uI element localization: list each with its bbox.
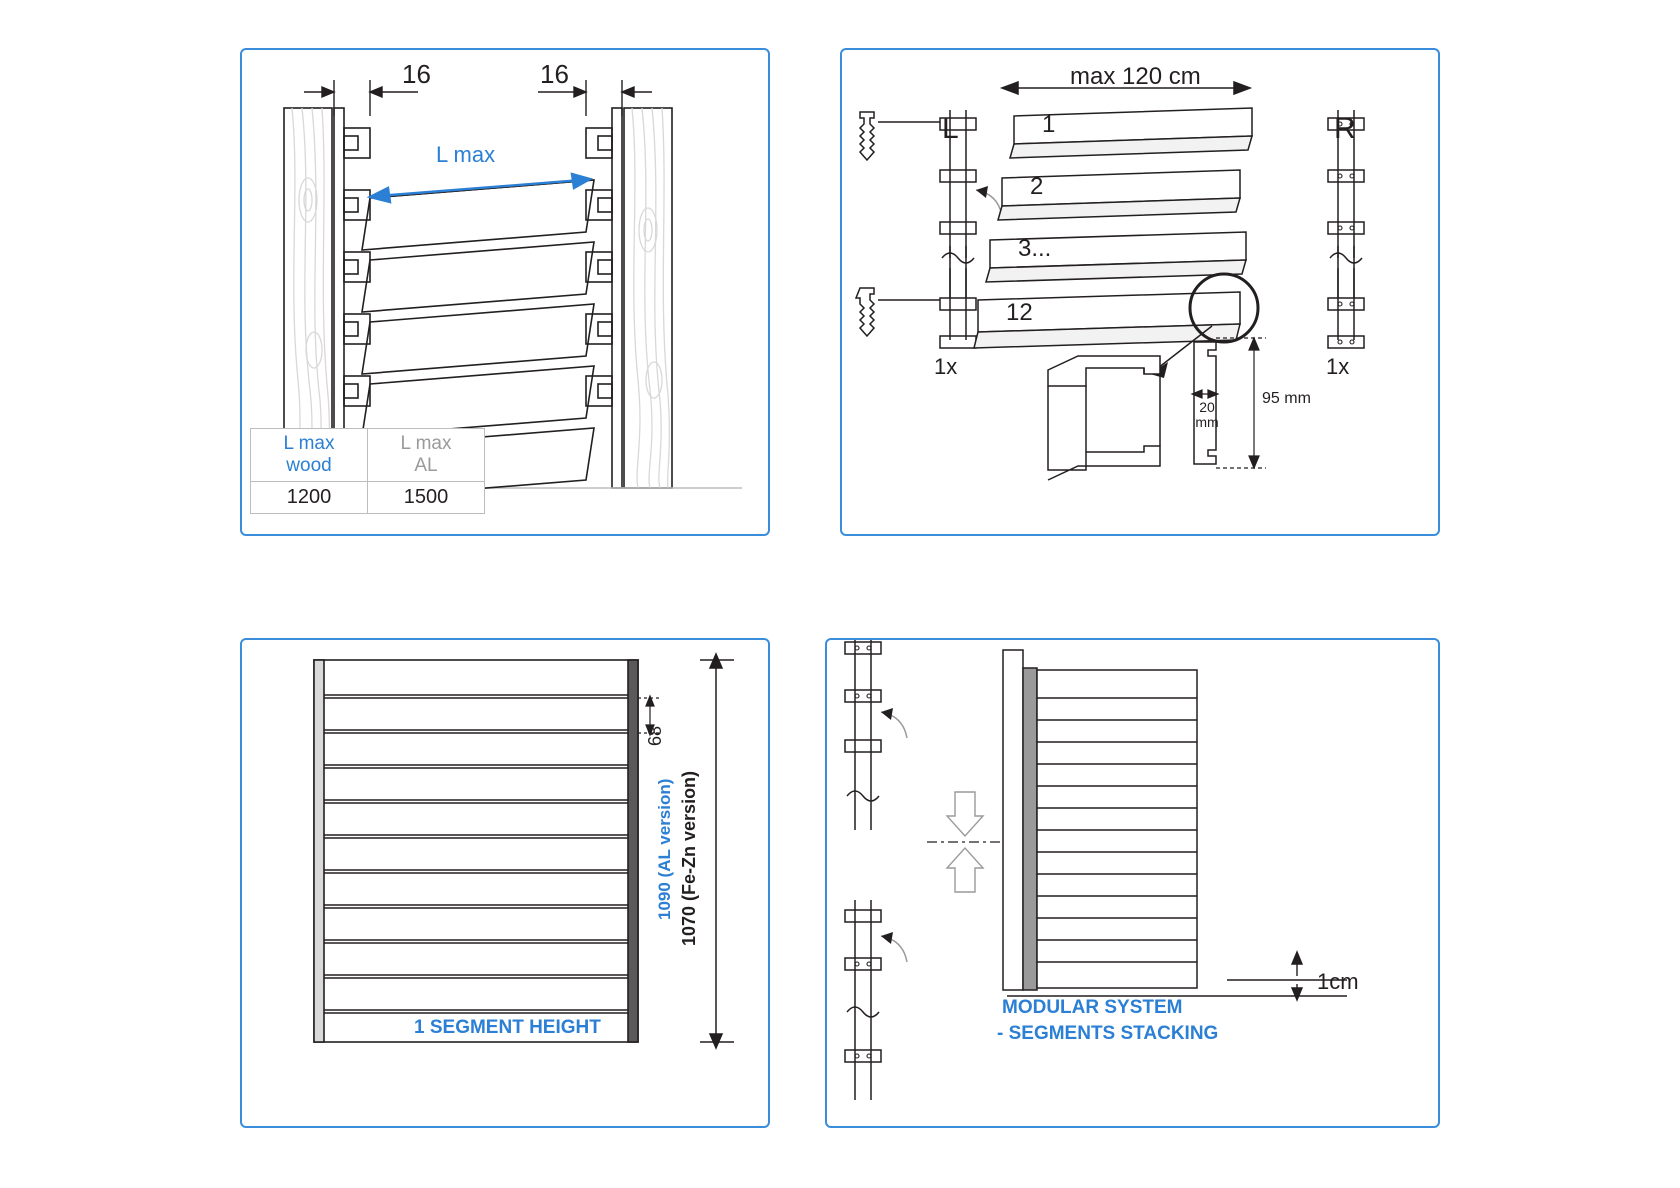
slat-number-1: 1	[1042, 111, 1056, 138]
qty-left: 1x	[934, 354, 958, 379]
dimension-16-left: 16	[402, 59, 431, 89]
profile-height-label: 95 mm	[1262, 390, 1311, 407]
header-l-max-al	[368, 429, 485, 482]
header-l-max-wood	[251, 429, 368, 482]
slat-number-12: 12	[1006, 299, 1033, 326]
l-max-label: L max	[436, 142, 496, 167]
slat-pitch-label: 68	[645, 725, 665, 746]
header-wood-line2: wood	[286, 454, 332, 476]
table-row-values	[251, 481, 485, 513]
panel-modular-stacking	[825, 638, 1440, 1128]
value-l-max-wood: 1200	[251, 481, 368, 513]
profile-width-line1: 20	[1199, 399, 1215, 415]
header-al-line2: AL	[414, 454, 438, 476]
panel-segment-height	[240, 638, 770, 1128]
slat-number-2: 2	[1030, 173, 1044, 200]
bottom-right-drawing	[827, 640, 1442, 1130]
height-al-label: 1090 (AL version)	[655, 778, 674, 920]
panel-slat-order-and-profile	[840, 48, 1440, 536]
qty-right: 1x	[1326, 354, 1350, 379]
profile-width-label	[1190, 400, 1224, 431]
header-wood-line1: L max	[283, 433, 335, 454]
table-row-header	[251, 429, 485, 482]
l-max-table	[250, 428, 485, 514]
profile-width-line2: mm	[1195, 414, 1219, 431]
header-al-line1: L max	[400, 433, 452, 454]
modular-caption-line2: - SEGMENTS STACKING	[997, 1023, 1219, 1044]
side-label-left: L	[942, 112, 959, 145]
segment-height-caption: 1 SEGMENT HEIGHT	[414, 1017, 601, 1038]
modular-caption-line1: MODULAR SYSTEM	[1002, 997, 1183, 1018]
side-label-right: R	[1334, 112, 1356, 145]
max-width-label: max 120 cm	[1070, 63, 1201, 90]
height-fezn-label: 1070 (Fe-Zn version)	[679, 770, 699, 946]
dimension-16-right: 16	[540, 59, 569, 89]
slat-number-3: 3...	[1018, 235, 1052, 262]
panel-max-slat-length	[240, 48, 770, 536]
gap-label: 1cm	[1317, 969, 1359, 994]
value-l-max-al: 1500	[368, 481, 485, 513]
